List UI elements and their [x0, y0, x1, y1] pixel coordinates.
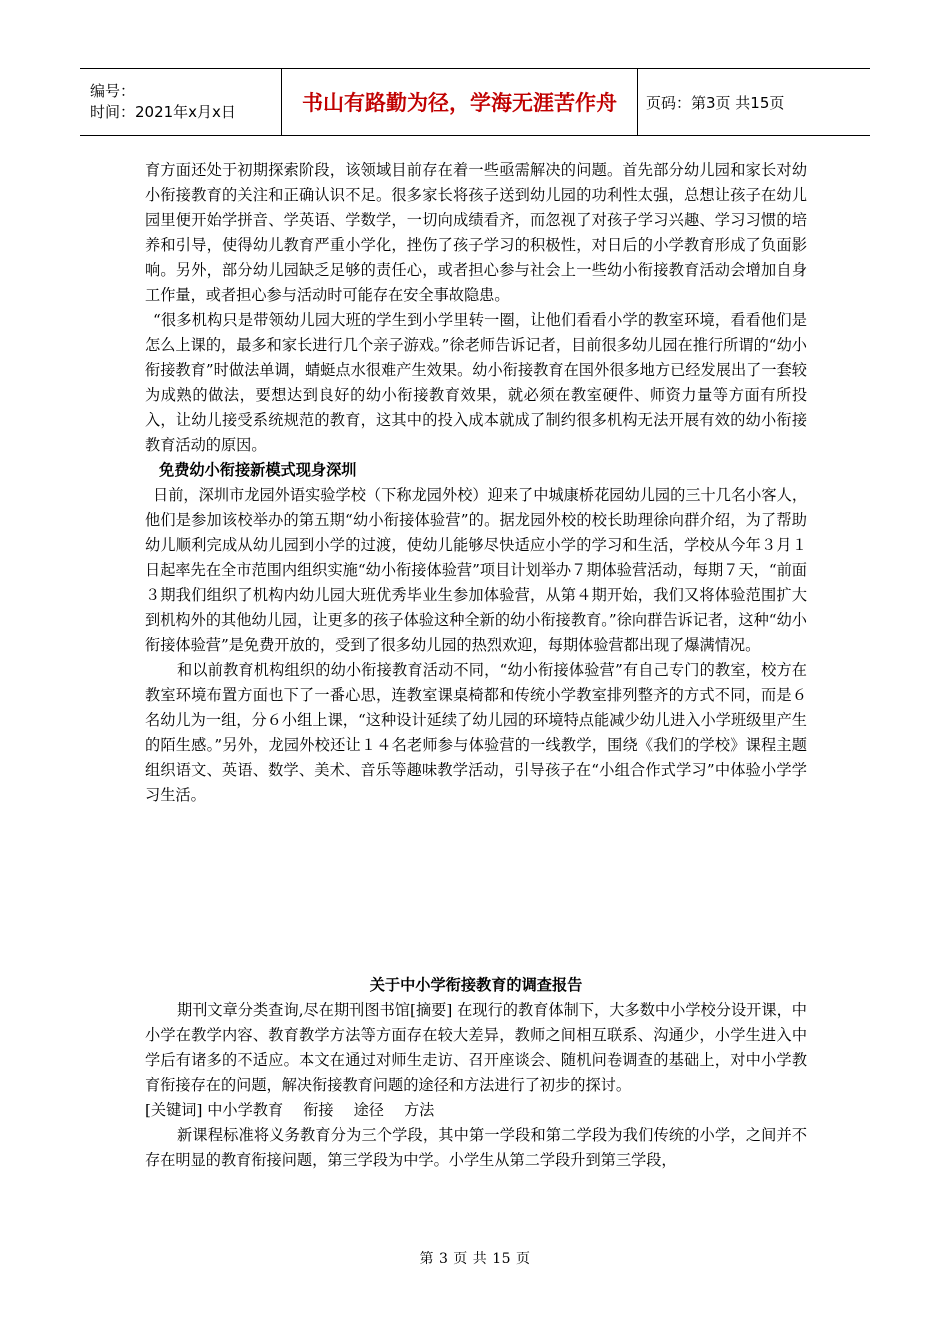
page-header: [80, 68, 870, 136]
section-heading: 免费幼小衔接新模式现身深圳: [159, 461, 357, 479]
page-footer: [0, 1248, 950, 1268]
header-page-code: [638, 69, 870, 135]
header-meta: [80, 69, 282, 135]
paragraph-4: 和以前教育机构组织的幼小衔接教育活动不同，“幼小衔接体验营”有自己专门的教室，校方在教室环境布置方面也下了一番心思，连教室课桌椅都和传统小学教室排列整齐的方式不同，而是６名幼儿为一组，分６小组上课，“这种设计延续了幼儿园的环境特点能减少幼儿进入小学班级里产生的陌生感。”另外，龙园外校还让１４名老师参与体验营的一线教学，围绕《我们的学校》课程主题组织语文、英语、数学、美术、音乐等趣味教学活动，引导孩子在“小组合作式学习”中体验小学学习生活。: [145, 661, 807, 804]
footer-page-number: 第 3 页 共 15 页: [419, 1251, 531, 1267]
keywords-line: [关键词] 中小学教育 衔接 途径 方法: [145, 1101, 435, 1119]
document-body: [145, 158, 807, 1173]
document-number-label: 编号：: [90, 82, 136, 100]
header-motto: [282, 69, 638, 135]
abstract-paragraph: 期刊文章分类查询,尽在期刊图书馆[摘要] 在现行的教育体制下，大多数中小学校分设开课，中小学在教学内容、教育教学方法等方面存在较大差异，教师之间相互联系、沟通少，小学生进入中学后有诸多的不适应。本文在通过对师生走访、召开座谈会、随机问卷调查的基础上，对中小学教育衔接存在的问题，解决衔接教育问题的途径和方法进行了初步的探讨。: [145, 1001, 807, 1094]
document-date-label: 时间：2021年x月x日: [90, 103, 236, 121]
paragraph-6: 新课程标准将义务教育分为三个学段，其中第一学段和第二学段为我们传统的小学，之间并不存在明显的教育衔接问题，第三学段为中学。小学生从第二学段升到第三学段，: [145, 1126, 807, 1169]
paragraph-1: 育方面还处于初期探索阶段，该领域目前存在着一些亟需解决的问题。首先部分幼儿园和家长对幼小衔接教育的关注和正确认识不足。很多家长将孩子送到幼儿园的功利性太强，总想让孩子在幼儿园里便开始学拼音、学英语、学数学，一切向成绩看齐，而忽视了对孩子学习兴趣、学习习惯的培养和引导，使得幼儿教育严重小学化，挫伤了孩子学习的积极性，对日后的小学教育形成了负面影响。另外，部分幼儿园缺乏足够的责任心，或者担心参与社会上一些幼小衔接教育活动会增加自身工作量，或者担心参与活动时可能存在安全事故隐患。: [145, 161, 807, 304]
motto-text: 书山有路勤为径，学海无涯苦作舟: [302, 91, 617, 115]
page-code-text: 页码：第3页 共15页: [646, 93, 785, 112]
report-title: 关于中小学衔接教育的调查报告: [369, 976, 583, 994]
paragraph-3: 日前，深圳市龙园外语实验学校（下称龙园外校）迎来了中城康桥花园幼儿园的三十几名小客人，他们是参加该校举办的第五期“幼小衔接体验营”的。据龙园外校的校长助理徐向群介绍，为了帮助幼儿顺利完成从幼儿园到小学的过渡，使幼儿能够尽快适应小学的学习和生活，学校从今年３月１日起率先在全市范围内组织实施“幼小衔接体验营”项目计划举办７期体验营活动，每期７天，“前面３期我们组织了机构内幼儿园大班优秀毕业生参加体验营，从第４期开始，我们又将体验范围扩大到机构外的其他幼儿园，让更多的孩子体验这种全新的幼小衔接教育。”徐向群告诉记者，这种“幼小衔接体验营”是免费开放的，受到了很多幼儿园的热烈欢迎，每期体验营都出现了爆满情况。: [145, 486, 807, 654]
paragraph-2: “很多机构只是带领幼儿园大班的学生到小学里转一圈，让他们看看小学的教室环境，看看他们是怎么上课的，最多和家长进行几个亲子游戏。”徐老师告诉记者，目前很多幼儿园在推行所谓的“幼小衔接教育”时做法单调，蜻蜓点水很难产生效果。幼小衔接教育在国外很多地方已经发展出了一套较为成熟的做法，要想达到良好的幼小衔接教育效果，就必须在教室硬件、师资力量等方面有所投入，让幼儿接受系统规范的教育，这其中的投入成本就成了制约很多机构无法开展有效的幼小衔接教育活动的原因。: [145, 311, 807, 454]
